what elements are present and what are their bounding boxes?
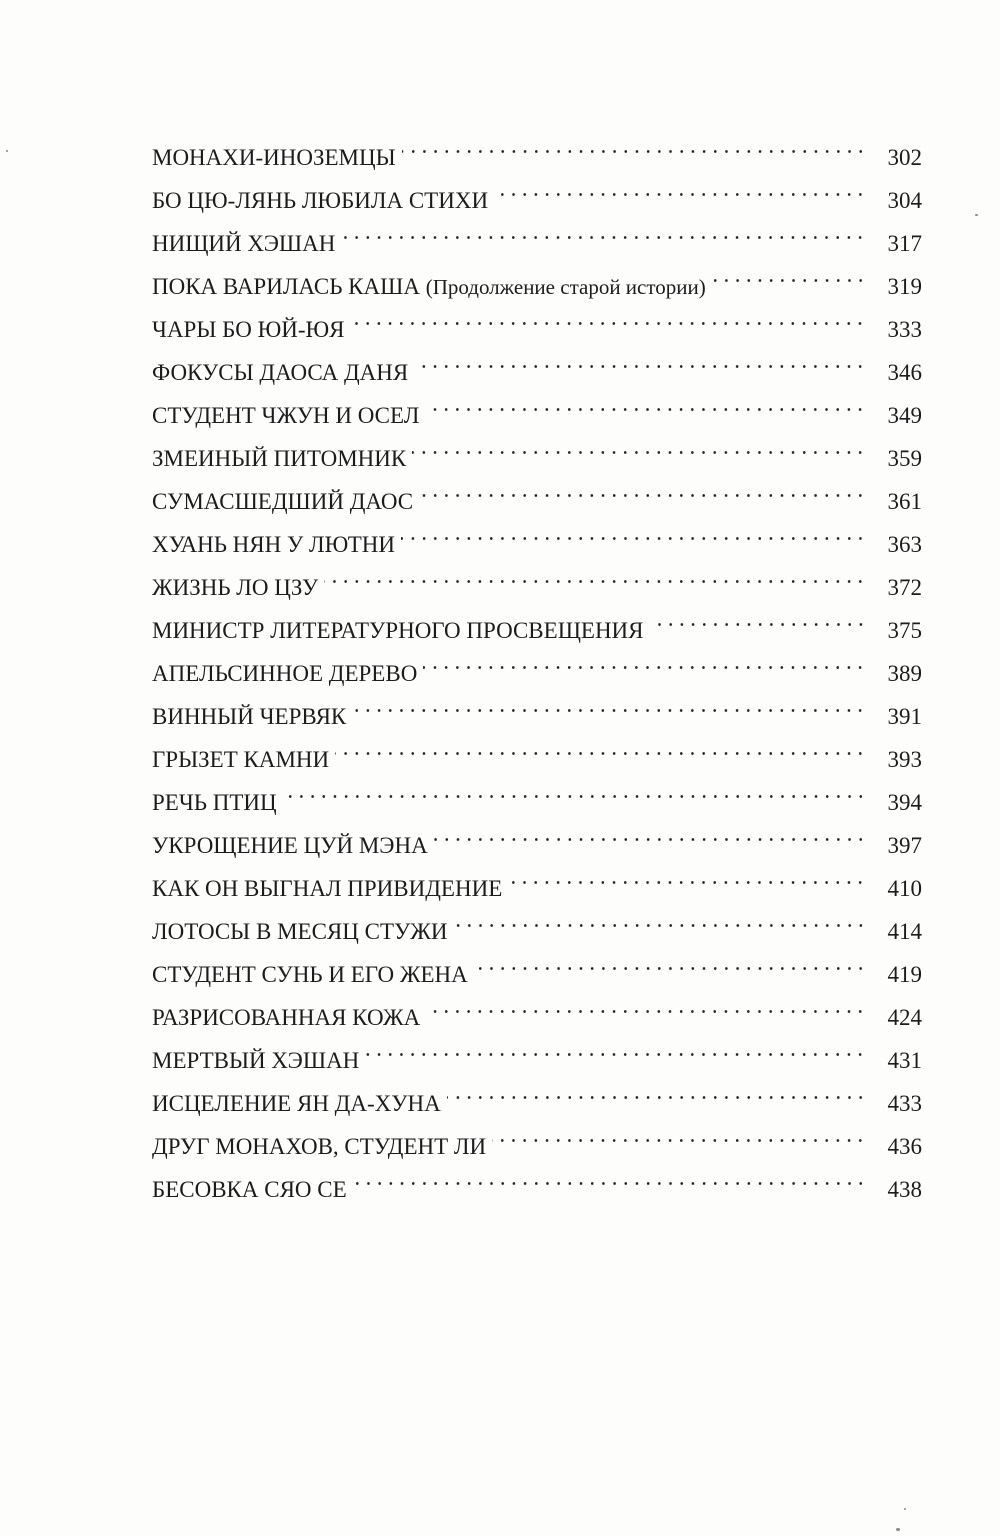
- entry-title: НИЩИЙ ХЭШАН: [152, 231, 336, 256]
- entry-title: ГРЫЗЕТ КАМНИ: [152, 747, 330, 772]
- entry-page-number: 375: [887, 618, 922, 643]
- dot-leader: [365, 1025, 874, 1068]
- entry-page-number: 424: [887, 1005, 922, 1030]
- dot-leader: [508, 853, 874, 896]
- dot-leader: [425, 380, 874, 423]
- entry-title: УКРОЩЕНИЕ ЦУЙ МЭНА: [152, 833, 428, 858]
- dot-leader: [650, 595, 874, 638]
- entry-page-number: 349: [887, 403, 922, 428]
- entry-page-number: 361: [887, 489, 922, 514]
- entry-page-number: 389: [887, 661, 922, 686]
- entry-page-number: 414: [887, 919, 922, 944]
- entry-title: ЗМЕИНЫЙ ПИТОМНИК: [152, 446, 407, 471]
- entry-page-number: 333: [887, 317, 922, 342]
- dot-leader: [341, 208, 874, 251]
- entry-title: СТУДЕНТ ЧЖУН И ОСЕЛ: [152, 403, 420, 428]
- entry-page-number: 317: [887, 231, 922, 256]
- entry-page-number: 319: [887, 274, 922, 299]
- dot-leader: [335, 724, 874, 767]
- dot-leader: [494, 165, 874, 208]
- entry-title: АПЕЛЬСИННОЕ ДЕРЕВО: [152, 661, 418, 686]
- entry-page-number: 359: [887, 446, 922, 471]
- dot-leader: [426, 982, 874, 1025]
- dot-leader: [350, 294, 874, 337]
- dot-leader: [712, 251, 874, 294]
- entry-page-number: 436: [887, 1134, 922, 1159]
- entry-title: ВИННЫЙ ЧЕРВЯК: [152, 704, 347, 729]
- dot-leader: [434, 810, 874, 853]
- entry-title: МИНИСТР ЛИТЕРАТУРНОГО ПРОСВЕЩЕНИЯ: [152, 618, 644, 643]
- dot-leader: [414, 337, 874, 380]
- entry-page-number: 438: [887, 1177, 922, 1202]
- entry-page-number: 391: [887, 704, 922, 729]
- dot-leader: [474, 939, 874, 982]
- entry-page-number: 433: [887, 1091, 922, 1116]
- entry-page-number: 346: [887, 360, 922, 385]
- entry-title: КАК ОН ВЫГНАЛ ПРИВИДЕНИЕ: [152, 876, 503, 901]
- entry-title: РАЗРИСОВАННАЯ КОЖА: [152, 1005, 421, 1030]
- paper-speck: [975, 214, 978, 216]
- dot-leader: [353, 1154, 874, 1197]
- dot-leader: [423, 638, 874, 681]
- entry-page-number: 393: [887, 747, 922, 772]
- dot-leader: [454, 896, 874, 939]
- entry-page-number: 363: [887, 532, 922, 557]
- entry-title: ЛОТОСЫ В МЕСЯЦ СТУЖИ: [152, 919, 448, 944]
- dot-leader: [352, 681, 874, 724]
- entry-title: ФОКУСЫ ДАОСА ДАНЯ: [152, 360, 409, 385]
- dot-leader: [447, 1068, 874, 1111]
- dot-leader: [492, 1111, 874, 1154]
- entry-title: МОНАХИ-ИНОЗЕМЦЫ: [152, 145, 396, 170]
- dot-leader: [412, 423, 874, 466]
- toc-entry[interactable]: [152, 122, 922, 170]
- entry-page-number: 304: [887, 188, 922, 213]
- entry-title: БЕСОВКА СЯО СЕ: [152, 1177, 347, 1202]
- entry-title: СТУДЕНТ СУНЬ И ЕГО ЖЕНА: [152, 962, 468, 987]
- table-of-contents: [152, 122, 922, 1202]
- entry-page-number: 431: [887, 1048, 922, 1073]
- entry-page-number: 397: [887, 833, 922, 858]
- dot-leader: [401, 509, 874, 552]
- entry-title: ПОКА ВАРИЛАСЬ КАША (Продолжение старой истории): [152, 274, 706, 299]
- entry-title: ЧАРЫ БО ЮЙ-ЮЯ: [152, 317, 345, 342]
- paper-speck: [904, 1508, 906, 1510]
- entry-page-number: 419: [887, 962, 922, 987]
- entry-page-number: 410: [887, 876, 922, 901]
- entry-title: РЕЧЬ ПТИЦ: [152, 790, 277, 815]
- entry-subtitle: (Продолжение старой истории): [425, 275, 706, 299]
- entry-page-number: 302: [887, 145, 922, 170]
- entry-page-number: 372: [887, 575, 922, 600]
- entry-page-number: 394: [887, 790, 922, 815]
- entry-title: МЕРТВЫЙ ХЭШАН: [152, 1048, 360, 1073]
- entry-title: СУМАСШЕДШИЙ ДАОС: [152, 489, 414, 514]
- dot-leader: [419, 466, 874, 509]
- dot-leader: [324, 552, 874, 595]
- entry-title: ДРУГ МОНАХОВ, СТУДЕНТ ЛИ: [152, 1134, 487, 1159]
- dot-leader: [402, 122, 874, 165]
- dot-leader: [283, 767, 874, 810]
- entry-title: ЖИЗНЬ ЛО ЦЗУ: [152, 575, 319, 600]
- entry-title: БО ЦЮ-ЛЯНЬ ЛЮБИЛА СТИХИ: [152, 188, 489, 213]
- entry-title: ХУАНЬ НЯН У ЛЮТНИ: [152, 532, 395, 557]
- paper-speck: [6, 150, 8, 152]
- paper-speck: [896, 1528, 900, 1531]
- entry-title: ИСЦЕЛЕНИЕ ЯН ДА-ХУНА: [152, 1091, 441, 1116]
